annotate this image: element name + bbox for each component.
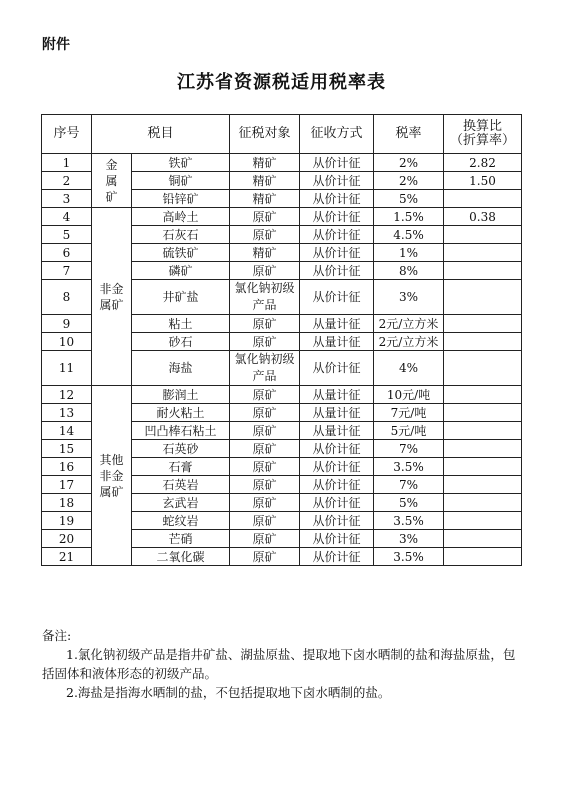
row-no: 2 [42, 172, 92, 190]
row-no: 20 [42, 530, 92, 548]
row-ratio [444, 530, 522, 548]
row-object: 原矿 [230, 530, 300, 548]
row-method: 从价计征 [300, 208, 374, 226]
row-method: 从价计征 [300, 226, 374, 244]
group-other [92, 386, 132, 566]
row-method: 从价计征 [300, 530, 374, 548]
row-method: 从价计征 [300, 262, 374, 280]
row-no: 18 [42, 494, 92, 512]
row-no: 6 [42, 244, 92, 262]
group-nonmetal-label: 非金属矿 [99, 281, 124, 312]
row-method: 从价计征 [300, 154, 374, 172]
row-item: 磷矿 [132, 262, 230, 280]
row-object: 原矿 [230, 458, 300, 476]
header-no: 序号 [42, 115, 92, 154]
row-rate: 7元/吨 [374, 404, 444, 422]
header-object: 征税对象 [230, 115, 300, 154]
row-method: 从价计征 [300, 440, 374, 458]
row-item: 铅锌矿 [132, 190, 230, 208]
row-method: 从量计征 [300, 386, 374, 404]
row-item: 二氧化碳 [132, 548, 230, 566]
row-rate: 3% [374, 530, 444, 548]
row-object: 精矿 [230, 244, 300, 262]
row-ratio [444, 476, 522, 494]
row-object: 原矿 [230, 548, 300, 566]
row-rate: 4.5% [374, 226, 444, 244]
row-object: 原矿 [230, 208, 300, 226]
row-item: 凹凸棒石粘土 [132, 422, 230, 440]
row-no: 21 [42, 548, 92, 566]
row-object: 精矿 [230, 190, 300, 208]
row-object: 原矿 [230, 494, 300, 512]
row-rate: 1% [374, 244, 444, 262]
row-no: 17 [42, 476, 92, 494]
row-object: 氯化钠初级产品 [230, 280, 300, 315]
row-object: 精矿 [230, 172, 300, 190]
row-object: 原矿 [230, 422, 300, 440]
row-method: 从价计征 [300, 351, 374, 386]
row-ratio [444, 315, 522, 333]
row-ratio [444, 386, 522, 404]
row-item: 砂石 [132, 333, 230, 351]
row-no: 13 [42, 404, 92, 422]
row-ratio [444, 494, 522, 512]
group-metal-label: 金属矿 [105, 157, 118, 204]
group-metal [92, 154, 132, 208]
row-item: 铁矿 [132, 154, 230, 172]
row-object: 精矿 [230, 154, 300, 172]
row-rate: 7% [374, 440, 444, 458]
row-ratio [444, 548, 522, 566]
row-ratio [444, 333, 522, 351]
tax-rate-table [41, 114, 522, 566]
row-no: 12 [42, 386, 92, 404]
row-ratio [444, 404, 522, 422]
row-method: 从价计征 [300, 476, 374, 494]
row-item: 芒硝 [132, 530, 230, 548]
row-ratio [444, 226, 522, 244]
row-rate: 3.5% [374, 548, 444, 566]
table-row [42, 154, 522, 172]
row-method: 从量计征 [300, 333, 374, 351]
row-rate: 8% [374, 262, 444, 280]
header-ratio-line1: 换算比 [463, 119, 503, 134]
row-rate: 2% [374, 154, 444, 172]
row-ratio [444, 190, 522, 208]
row-ratio [444, 262, 522, 280]
row-rate: 5% [374, 190, 444, 208]
row-ratio: 0.38 [444, 208, 522, 226]
row-rate: 3.5% [374, 458, 444, 476]
row-object: 原矿 [230, 404, 300, 422]
group-other-label: 其他非金属矿 [99, 452, 124, 499]
row-object: 原矿 [230, 386, 300, 404]
row-method: 从价计征 [300, 512, 374, 530]
row-ratio [444, 458, 522, 476]
row-object: 原矿 [230, 512, 300, 530]
row-no: 8 [42, 280, 92, 315]
row-ratio [444, 440, 522, 458]
row-rate: 3% [374, 280, 444, 315]
row-rate: 2元/立方米 [374, 315, 444, 333]
row-rate: 1.5% [374, 208, 444, 226]
group-nonmetal [92, 208, 132, 386]
row-no: 16 [42, 458, 92, 476]
row-method: 从价计征 [300, 548, 374, 566]
row-no: 5 [42, 226, 92, 244]
attachment-label: 附件 [42, 37, 70, 53]
row-ratio: 2.82 [444, 154, 522, 172]
row-object: 原矿 [230, 315, 300, 333]
row-object: 原矿 [230, 226, 300, 244]
table-header-row [42, 115, 522, 154]
row-item: 石灰石 [132, 226, 230, 244]
row-ratio [444, 244, 522, 262]
row-item: 高岭土 [132, 208, 230, 226]
row-no: 14 [42, 422, 92, 440]
row-item: 耐火粘土 [132, 404, 230, 422]
row-rate: 2元/立方米 [374, 333, 444, 351]
page-title: 江苏省资源税适用税率表 [177, 72, 386, 93]
note-2: 2.海盐是指海水晒制的盐，不包括提取地下卤水晒制的盐。 [66, 685, 391, 700]
row-item: 石膏 [132, 458, 230, 476]
row-item: 玄武岩 [132, 494, 230, 512]
header-rate: 税率 [374, 115, 444, 154]
table-row [42, 208, 522, 226]
row-no: 7 [42, 262, 92, 280]
row-rate: 3.5% [374, 512, 444, 530]
row-ratio [444, 512, 522, 530]
row-item: 井矿盐 [132, 280, 230, 315]
note-1: 1.氯化钠初级产品是指井矿盐、湖盐原盐、提取地下卤水晒制的盐和海盐原盐，包括固体和液体形态的初级产品。 [42, 647, 516, 681]
header-ratio [444, 115, 522, 154]
row-rate: 2% [374, 172, 444, 190]
row-method: 从价计征 [300, 190, 374, 208]
row-item: 石英岩 [132, 476, 230, 494]
row-object: 原矿 [230, 333, 300, 351]
row-no: 15 [42, 440, 92, 458]
row-rate: 5% [374, 494, 444, 512]
row-item: 蛇纹岩 [132, 512, 230, 530]
row-object: 原矿 [230, 476, 300, 494]
table-row [42, 386, 522, 404]
row-method: 从价计征 [300, 244, 374, 262]
row-method: 从价计征 [300, 458, 374, 476]
row-no: 9 [42, 315, 92, 333]
row-item: 石英砂 [132, 440, 230, 458]
row-item: 硫铁矿 [132, 244, 230, 262]
row-rate: 5元/吨 [374, 422, 444, 440]
row-object: 原矿 [230, 440, 300, 458]
header-item: 税目 [92, 115, 230, 154]
row-object: 原矿 [230, 262, 300, 280]
header-ratio-line2: （折算率） [450, 133, 516, 148]
row-method: 从量计征 [300, 404, 374, 422]
row-item: 膨润土 [132, 386, 230, 404]
row-method: 从量计征 [300, 422, 374, 440]
row-no: 10 [42, 333, 92, 351]
row-ratio [444, 280, 522, 315]
row-rate: 7% [374, 476, 444, 494]
row-method: 从量计征 [300, 315, 374, 333]
row-object: 氯化钠初级产品 [230, 351, 300, 386]
row-ratio: 1.50 [444, 172, 522, 190]
notes-heading: 备注: [42, 628, 72, 643]
notes-section [42, 626, 522, 702]
row-item: 粘土 [132, 315, 230, 333]
row-no: 11 [42, 351, 92, 386]
row-item: 铜矿 [132, 172, 230, 190]
row-rate: 4% [374, 351, 444, 386]
row-no: 19 [42, 512, 92, 530]
row-item: 海盐 [132, 351, 230, 386]
row-ratio [444, 351, 522, 386]
row-method: 从价计征 [300, 172, 374, 190]
header-method: 征收方式 [300, 115, 374, 154]
row-method: 从价计征 [300, 494, 374, 512]
row-method: 从价计征 [300, 280, 374, 315]
row-rate: 10元/吨 [374, 386, 444, 404]
row-ratio [444, 422, 522, 440]
row-no: 3 [42, 190, 92, 208]
row-no: 1 [42, 154, 92, 172]
row-no: 4 [42, 208, 92, 226]
